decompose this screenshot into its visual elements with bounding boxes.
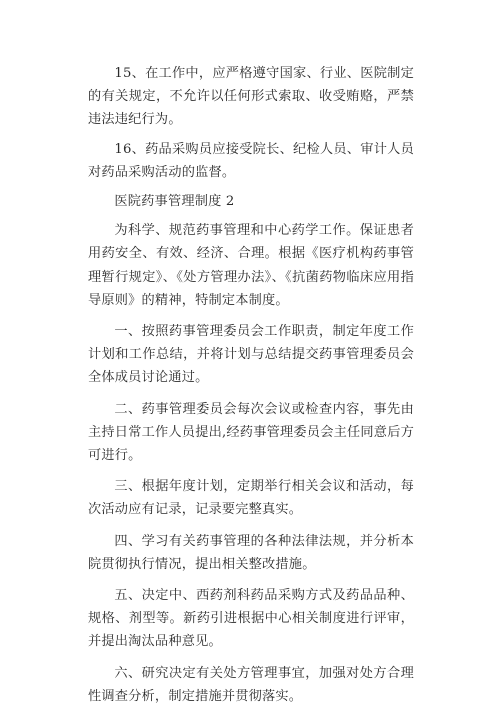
document-body: [88, 62, 414, 708]
section-title: 医院药事管理制度 2: [114, 194, 235, 210]
paragraph-item-6: 六、研究决定有关处方管理事宜，加强对处方合理性调查分析，制定措施并贯彻落实。: [88, 665, 414, 704]
paragraph-rule-15: 15、在工作中，应严格遵守国家、行业、医院制定的有关规定，不允许以任何形式索取、收受贿赂，严禁违法违纪行为。: [88, 66, 414, 128]
paragraph-item-5: 五、决定中、西药剂科药品采购方式及药品品种、规格、剂型等。新药引进根据中心相关制度进行评审，并提出淘汰品种意见。: [88, 588, 414, 650]
paragraph-intro: 为科学、规范药事管理和中心药学工作。保证患者用药安全、有效、经济、合理。根据《医疗机构药事管理暂行规定》、《处方管理办法》、《抗菌药物临床应用指导原则》的精神，特制定本制度。: [88, 223, 414, 308]
paragraph-item-1: 一、按照药事管理委员会工作职责，制定年度工作计划和工作总结，并将计划与总结提交药事管理委员会全体成员讨论通过。: [88, 324, 414, 386]
paragraph-item-3: 三、根据年度计划，定期举行相关会议和活动，每次活动应有记录，记录要完整真实。: [88, 479, 414, 518]
paragraph-rule-16: 16、药品采购员应接受院长、纪检人员、审计人员对药品采购活动的监督。: [88, 141, 414, 180]
paragraph-item-2: 二、药事管理委员会每次会议或检查内容，事先由主持日常工作人员提出,经药事管理委员会主任同意后方可进行。: [88, 401, 414, 464]
paragraph-item-4: 四、学习有关药事管理的各种法律法规，并分析本院贯彻执行情况，提出相关整改措施。: [88, 533, 414, 572]
